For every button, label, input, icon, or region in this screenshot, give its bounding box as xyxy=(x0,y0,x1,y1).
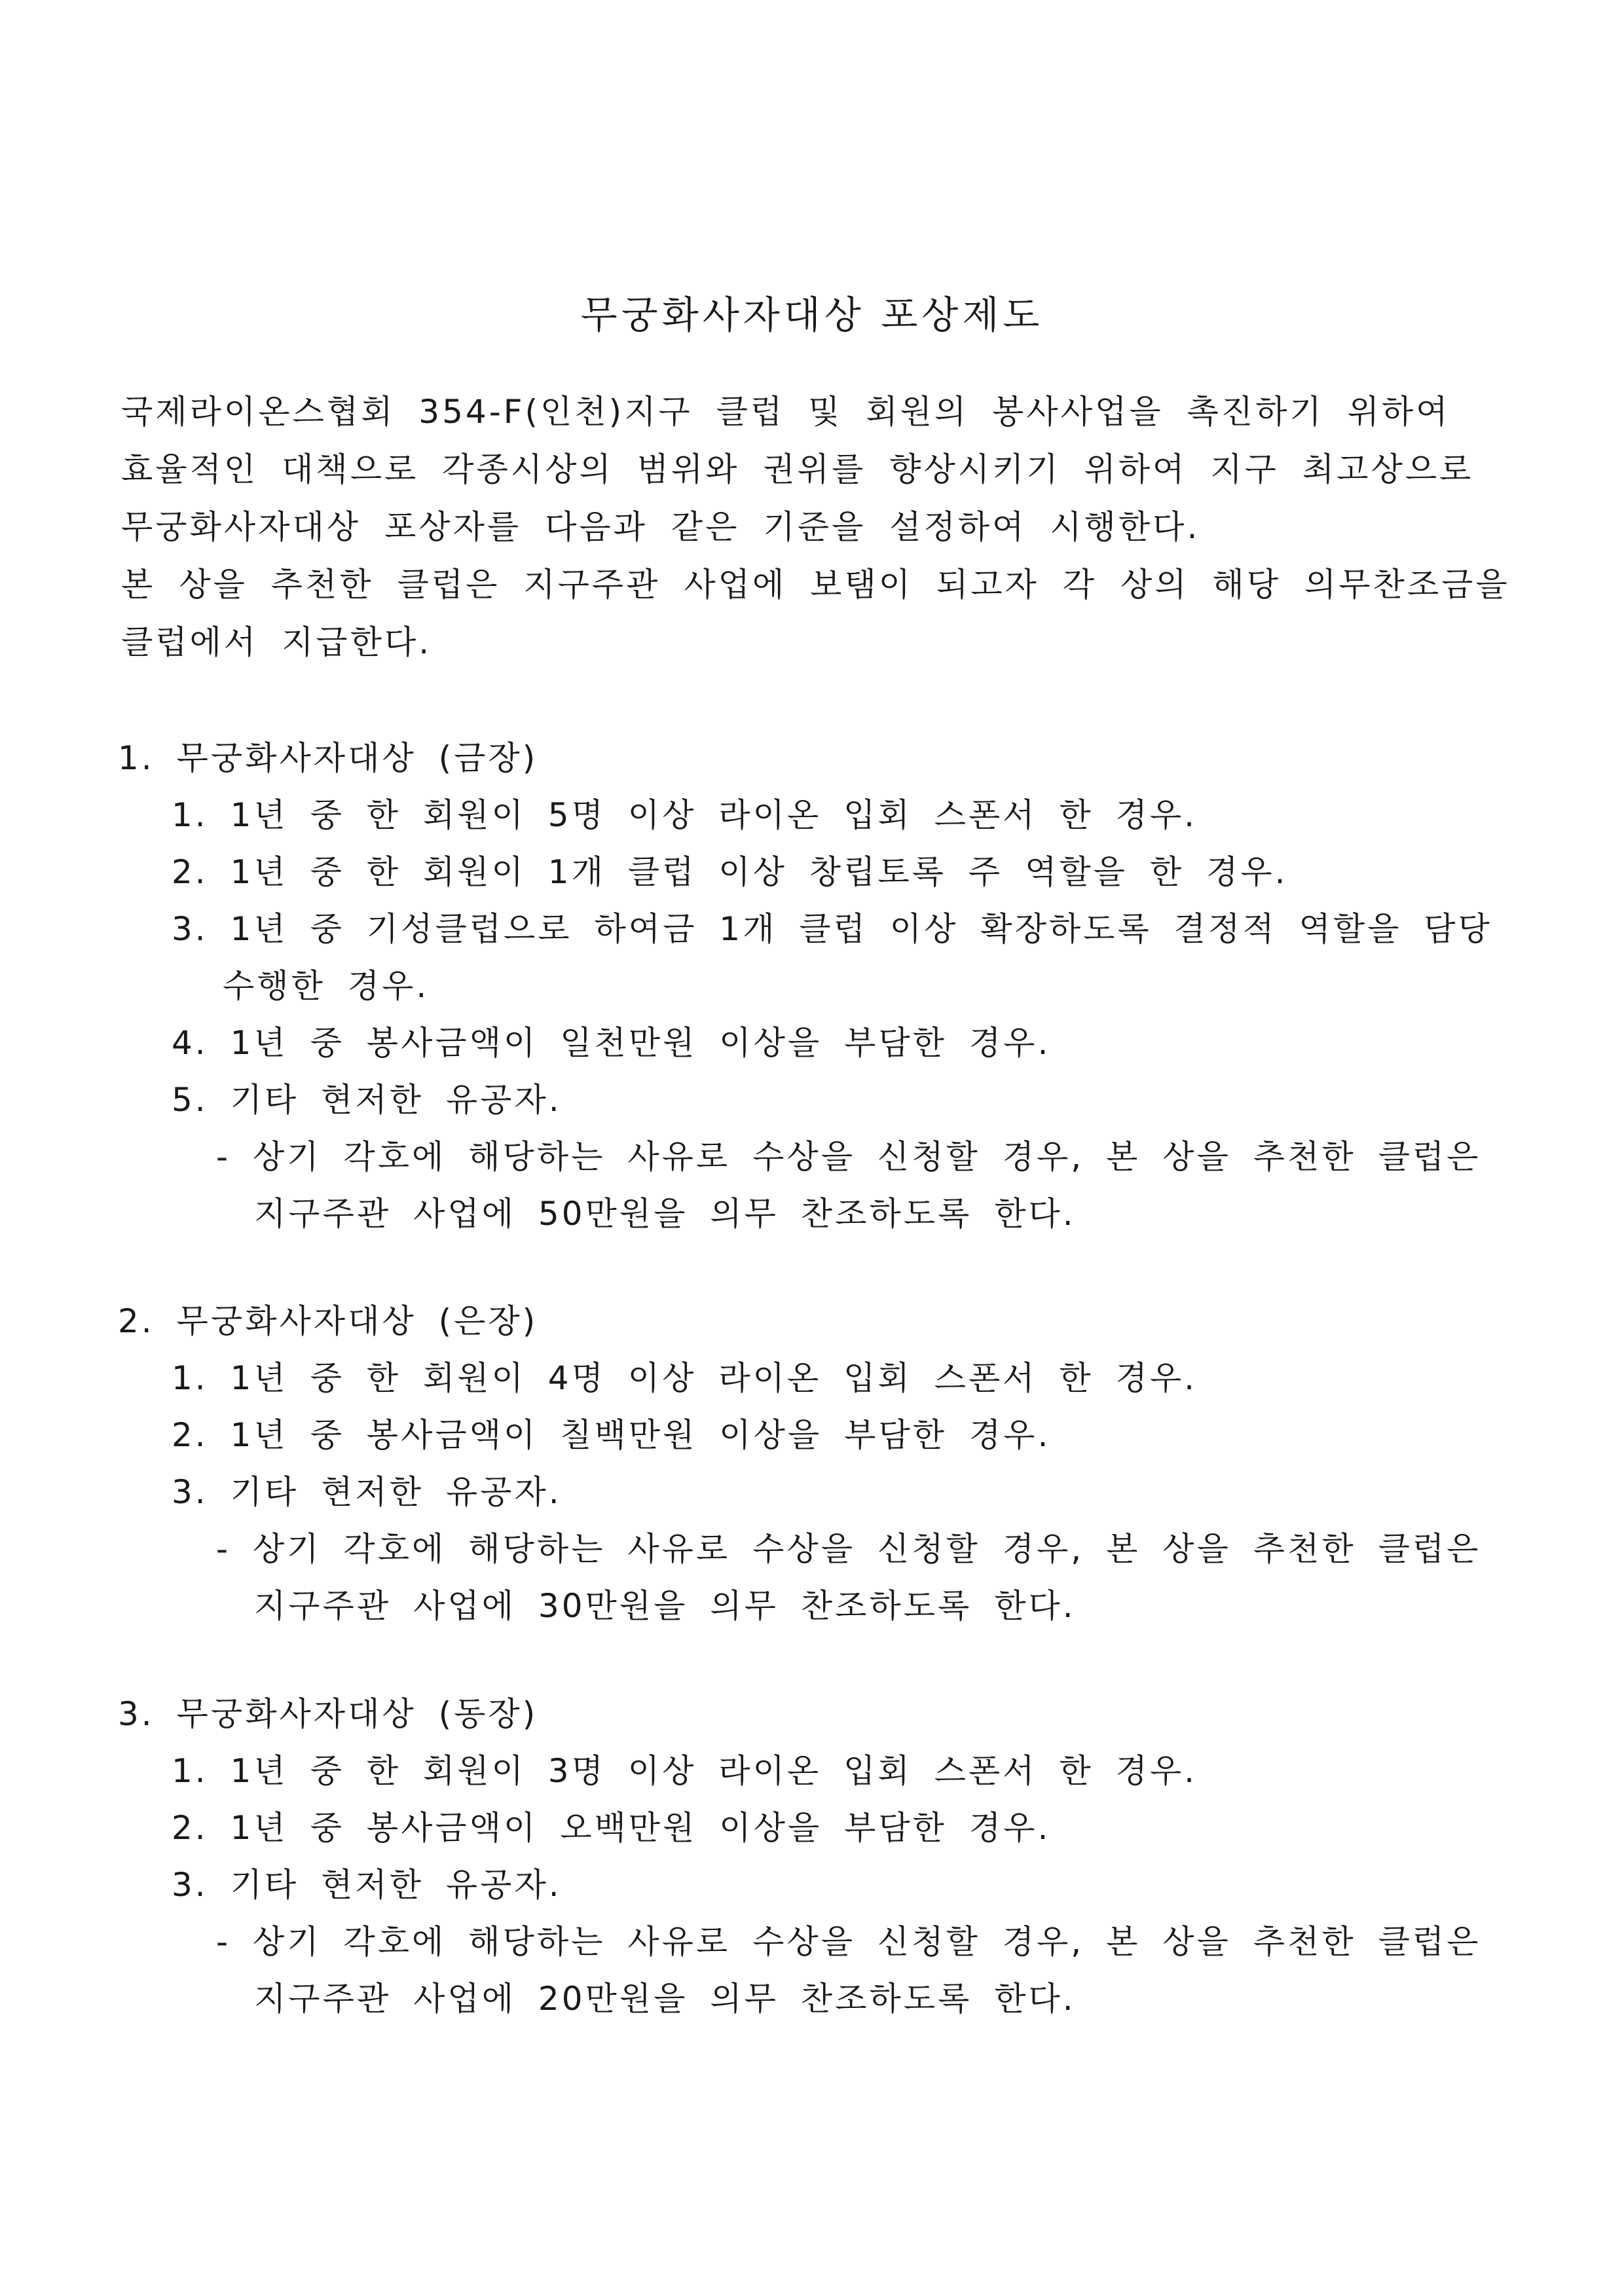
intro-line: 클럽에서 지급한다. xyxy=(121,623,432,661)
contribution-note: - 상기 각호에 해당하는 사유로 수상을 신청할 경우, 본 상을 추천한 클럽은 xyxy=(216,1138,1481,1176)
criteria-item: 2. 1년 중 한 회원이 1개 클럽 이상 창립토록 주 역할을 한 경우. xyxy=(172,853,1288,891)
section-bronze xyxy=(118,1686,1506,2028)
contribution-note: - 상기 각호에 해당하는 사유로 수상을 신청할 경우, 본 상을 추천한 클럽은 xyxy=(216,1923,1481,1961)
contribution-note-continuation: 지구주관 사업에 50만원을 의무 찬조하도록 한다. xyxy=(254,1195,1076,1233)
criteria-item: 2. 1년 중 봉사금액이 칠백만원 이상을 부담한 경우. xyxy=(172,1416,1051,1454)
section-heading: 1. 무궁화사자대상 (금장) xyxy=(118,739,538,777)
criteria-item: 3. 1년 중 기성클럽으로 하여금 1개 클럽 이상 확장하도록 결정적 역할을 담당 xyxy=(172,910,1492,948)
criteria-item: 1. 1년 중 한 회원이 3명 이상 라이온 입회 스폰서 한 경우. xyxy=(172,1752,1198,1790)
intro-line: 무궁화사자대상 포상자를 다음과 같은 기준을 설정하여 시행한다. xyxy=(121,508,1200,546)
section-silver xyxy=(118,1293,1506,1635)
section-heading: 2. 무궁화사자대상 (은장) xyxy=(118,1302,538,1340)
section-gold xyxy=(118,730,1506,1243)
criteria-item: 1. 1년 중 한 회원이 4명 이상 라이온 입회 스폰서 한 경우. xyxy=(172,1359,1198,1397)
criteria-item-continuation: 수행한 경우. xyxy=(223,967,430,1005)
intro-paragraph xyxy=(121,383,1509,671)
intro-line: 효율적인 대책으로 각종시상의 범위와 권위를 향상시키기 위하여 지구 최고상으로 xyxy=(121,450,1474,488)
document-title: 무궁화사자대상 포상제도 xyxy=(580,292,1044,337)
contribution-note: - 상기 각호에 해당하는 사유로 수상을 신청할 경우, 본 상을 추천한 클럽은 xyxy=(216,1530,1481,1568)
contribution-note-continuation: 지구주관 사업에 20만원을 의무 찬조하도록 한다. xyxy=(254,1980,1076,2018)
intro-line: 본 상을 추천한 클럽은 지구주관 사업에 보탬이 되고자 각 상의 해당 의무찬조금을 xyxy=(121,566,1510,604)
criteria-item: 3. 기타 현저한 유공자. xyxy=(172,1866,562,1904)
contribution-note-continuation: 지구주관 사업에 30만원을 의무 찬조하도록 한다. xyxy=(254,1587,1076,1625)
criteria-item: 4. 1년 중 봉사금액이 일천만원 이상을 부담한 경우. xyxy=(172,1024,1051,1062)
criteria-item: 2. 1년 중 봉사금액이 오백만원 이상을 부담한 경우. xyxy=(172,1809,1051,1847)
criteria-item: 1. 1년 중 한 회원이 5명 이상 라이온 입회 스폰서 한 경우. xyxy=(172,796,1198,834)
criteria-item: 3. 기타 현저한 유공자. xyxy=(172,1473,562,1511)
intro-line: 국제라이온스협회 354-F(인천)지구 클럽 및 회원의 봉사사업을 촉진하기 위하여 xyxy=(121,393,1450,431)
section-heading: 3. 무궁화사자대상 (동장) xyxy=(118,1695,538,1733)
criteria-item: 5. 기타 현저한 유공자. xyxy=(172,1081,562,1119)
